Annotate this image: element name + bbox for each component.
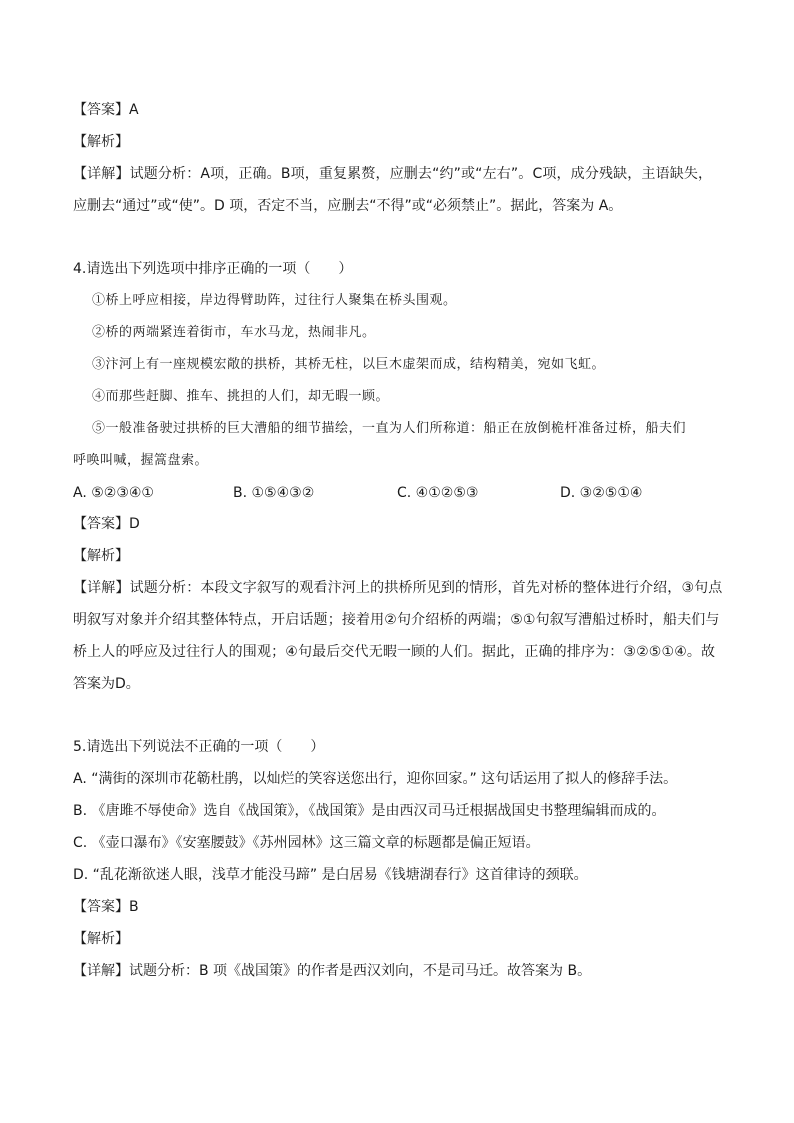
q5-detail-line-1: 【详解】试题分析：B 项《战国策》的作者是西汉刘向，不是司马迁。故答案为 B。 [73, 963, 592, 979]
q5-answer: 【答案】B [73, 899, 139, 915]
q4-option-c: C. ④①②⑤③ [397, 485, 479, 501]
q4-detail-line-3: 桥上人的呼应及过往行人的围观；④句最后交代无暇一顾的人们。据此，正确的排序为：③②⑤①④。故 [73, 644, 716, 660]
q4-sentence-4: ④而那些赶脚、推车、挑担的人们，却无暇一顾。 [92, 389, 390, 404]
q4-detail-line-4: 答案为D。 [73, 676, 140, 692]
q4-sentence-5: ⑤一般准备驶过拱桥的巨大漕船的细节描绘，一直为人们所称道：船正在放倒桅杆准备过桥，船夫们 [92, 421, 687, 436]
q4-option-b: B. ①⑤④③② [233, 485, 315, 501]
q4-sentence-2: ②桥的两端紧连着街市，车水马龙，热闹非凡。 [92, 325, 376, 340]
q4-question: 4.请选出下列选项中排序正确的一项（ ） [73, 261, 353, 277]
q5-option-d: D. “乱花渐欲迷人眼，浅草才能没马蹄” 是白居易《钱塘湖春行》这首律诗的颈联。 [73, 867, 588, 883]
q4-detail-line-1: 【详解】试题分析：本段文字叙写的观看汴河上的拱桥所见到的情形，首先对桥的整体进行介绍，③句点 [73, 580, 723, 596]
q4-sentence-1: ①桥上呼应相接，岸边得臂助阵，过往行人聚集在桥头围观。 [92, 293, 457, 308]
q4-option-a: A. ⑤②③④① [73, 485, 154, 501]
q3-analysis-heading: 【解析】 [73, 134, 129, 150]
q4-sentence-5-cont: 呼唤叫喊，握篙盘索。 [73, 453, 209, 468]
q4-detail-line-2: 明叙写对象并介绍其整体特点，开启话题；接着用②句介绍桥的两端；⑤①句叙写漕船过桥时，船夫们与 [73, 612, 720, 628]
q3-detail-line-1: 【详解】试题分析：A项，正确。B项，重复累赘，应删去“约”或“左右”。C项，成分残缺，主语缺失， [73, 166, 713, 182]
q4-options [73, 482, 753, 504]
q4-analysis-heading: 【解析】 [73, 548, 129, 564]
q4-option-d: D. ③②⑤①④ [560, 485, 643, 501]
q4-answer: 【答案】D [73, 516, 140, 532]
q5-option-b: B. 《唐雎不辱使命》选自《战国策》，《战国策》是由西汉司马迁根据战国史书整理编辑而成的。 [73, 803, 666, 819]
q3-answer: 【答案】A [73, 102, 139, 118]
q5-option-c: C. 《壶口瀑布》《安塞腰鼓》《苏州园林》这三篇文章的标题都是偏正短语。 [73, 835, 540, 851]
q5-option-a: A. “满街的深圳市花簕杜鹃，以灿烂的笑容送您出行，迎你回家。” 这句话运用了拟人的修辞手法。 [73, 771, 678, 787]
q4-sentence-3: ③汴河上有一座规模宏敞的拱桥，其桥无柱，以巨木虚架而成，结构精美，宛如飞虹。 [92, 357, 606, 372]
q5-question: 5.请选出下列说法不正确的一项（ ） [73, 739, 325, 755]
q5-analysis-heading: 【解析】 [73, 931, 129, 947]
q3-detail-line-2: 应删去“通过”或“使”。D 项，否定不当，应删去“不得”或“必须禁止”。据此，答案为 A。 [73, 198, 623, 214]
